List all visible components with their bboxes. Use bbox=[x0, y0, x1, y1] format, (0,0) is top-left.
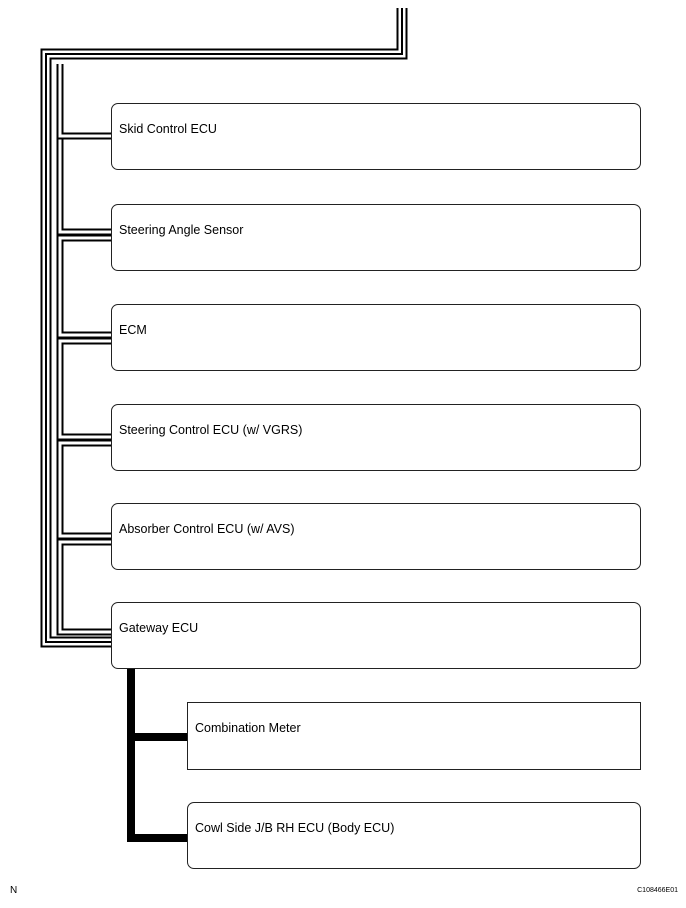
bus-chain bbox=[60, 64, 112, 632]
node-label: ECM bbox=[119, 323, 147, 337]
node-label: Cowl Side J/B RH ECU (Body ECU) bbox=[195, 821, 395, 835]
node-skid-control-ecu bbox=[111, 103, 641, 170]
node-label: Skid Control ECU bbox=[119, 122, 217, 136]
node-ecm bbox=[111, 304, 641, 371]
node-cowl-side-jb-ecu bbox=[187, 802, 641, 869]
node-steering-angle-sensor bbox=[111, 204, 641, 271]
node-absorber-control-ecu bbox=[111, 503, 641, 570]
node-label: Combination Meter bbox=[195, 721, 301, 735]
bus-body bbox=[131, 667, 188, 838]
node-combination-meter bbox=[187, 702, 641, 770]
node-label: Gateway ECU bbox=[119, 621, 199, 635]
node-label: Steering Angle Sensor bbox=[119, 223, 244, 237]
footer-left-mark: N bbox=[10, 885, 18, 896]
node-gateway-ecu bbox=[111, 602, 641, 669]
node-label: Absorber Control ECU (w/ AVS) bbox=[119, 522, 295, 536]
node-steering-control-ecu bbox=[111, 404, 641, 471]
node-label: Steering Control ECU (w/ VGRS) bbox=[119, 423, 303, 437]
footer-figure-id: C108466E01 bbox=[637, 887, 678, 894]
